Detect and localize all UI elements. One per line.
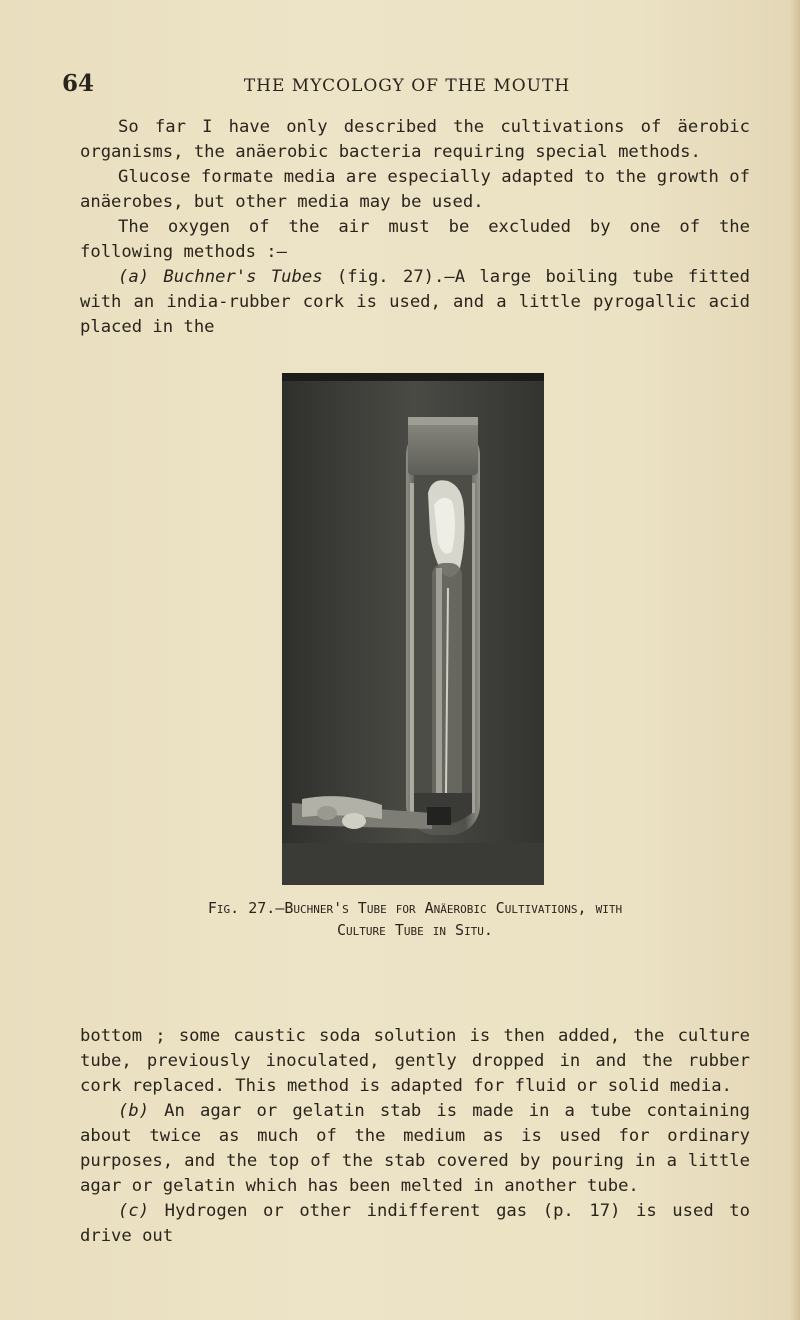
paragraph-text: Hydrogen or other indifferent gas (p. 17) is used to drive out [80, 1201, 750, 1246]
page-header [62, 70, 752, 100]
buchner-tube-image [282, 373, 544, 885]
paragraph: bottom ; some caustic soda solution is then added, the culture tube, previously inoculated, gently dropped in and the rubber cork replaced. This method is adapted for fluid or solid media. [80, 1026, 750, 1096]
item-label: (b) [118, 1101, 150, 1121]
figure-caption [80, 897, 750, 941]
paragraph [80, 1199, 750, 1249]
running-head: THE MYCOLOGY OF THE MOUTH [243, 76, 571, 96]
body-text-bottom [80, 1024, 750, 1249]
item-label: (a) [118, 267, 150, 287]
paragraph: So far I have only described the cultivations of äerobic organisms, the anäerobic bacteria requiring special methods. [80, 117, 750, 162]
method-title: Buchner's Tubes [163, 267, 323, 287]
caption-line: Culture Tube in Situ. [337, 921, 493, 939]
page-number: 64 [62, 70, 95, 97]
figure-photograph [282, 373, 544, 885]
body-text-top [80, 115, 750, 340]
paragraph [80, 265, 750, 340]
page-edge [790, 0, 800, 1320]
paragraph [80, 1099, 750, 1199]
paragraph: Glucose formate media are especially adapted to the growth of anäerobes, but other media may be used. [80, 167, 750, 212]
paragraph: The oxygen of the air must be excluded by one of the following methods :— [80, 217, 750, 262]
paragraph-text: (fig. 27).—A large boiling tube fitted with an india-rubber cork is used, and a little pyrogallic acid placed in the [80, 267, 750, 337]
item-label: (c) [118, 1201, 150, 1221]
caption-line: Fig. 27.—Buchner's Tube for Anäerobic Cultivations, with [207, 899, 623, 917]
paragraph-text: An agar or gelatin stab is made in a tube containing about twice as much of the medium as is used for ordinary purposes, and the top of the stab covered by pouring in a little agar or gelatin which has been melted in another tube. [80, 1101, 750, 1196]
